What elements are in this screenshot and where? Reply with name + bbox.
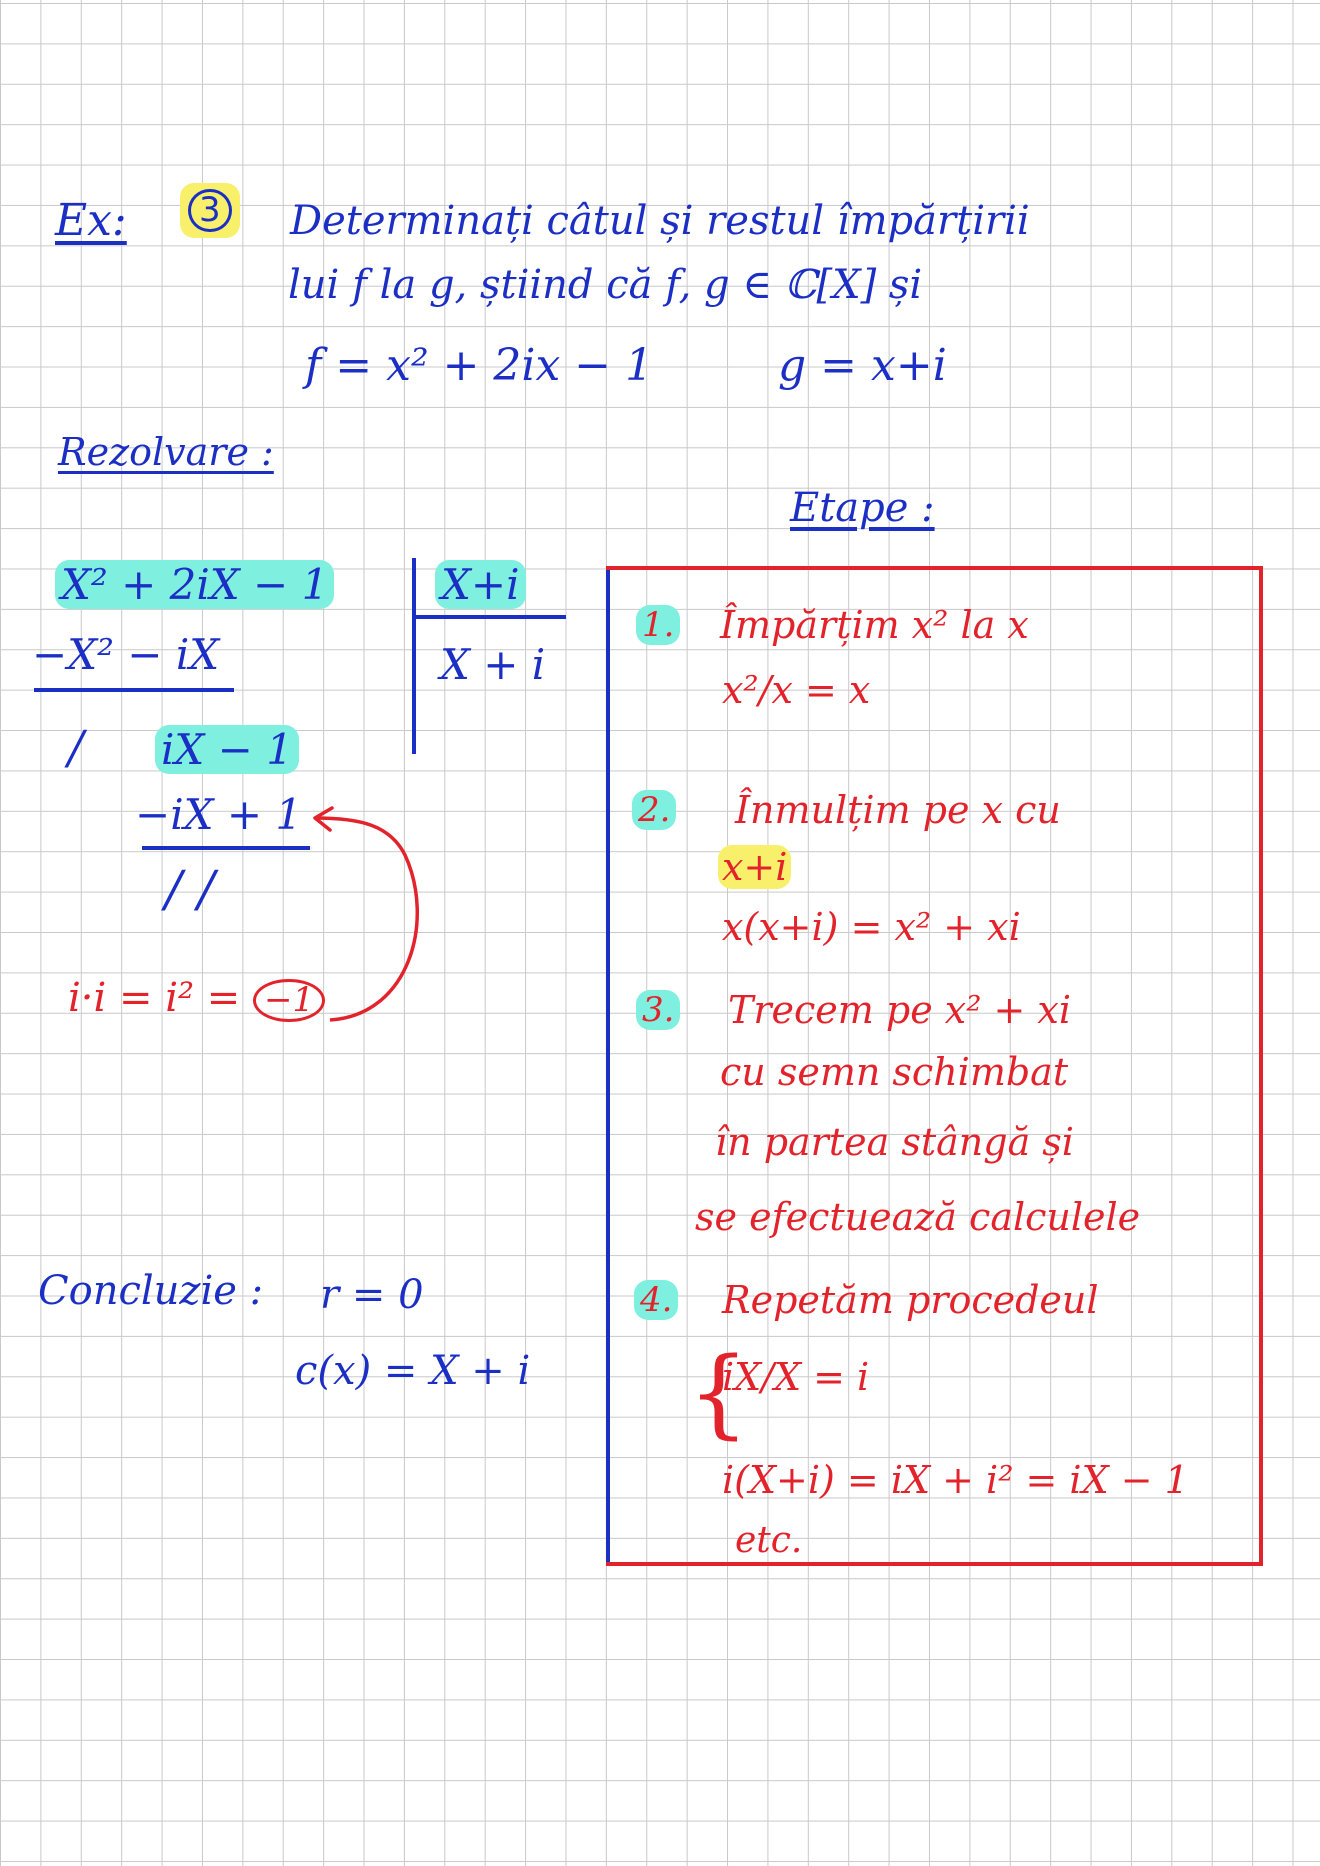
remainder-1 — [155, 725, 299, 774]
quotient: X + i — [440, 640, 546, 689]
conclusion-remainder: r = 0 — [320, 1272, 424, 1318]
step-1-text: Împărțim x² la x — [720, 603, 1029, 647]
subtraction-1-line — [34, 688, 234, 692]
dividend — [55, 560, 334, 609]
final-remainder-slashes: / / — [165, 860, 215, 918]
f-definition: f = x² + 2ix − 1 — [305, 340, 654, 391]
step-2-extra-text: x+i — [718, 845, 791, 889]
step-4-calc-1: iX/X = i — [722, 1355, 870, 1399]
exercise-number-badge — [180, 183, 240, 238]
subtraction-2-line — [142, 846, 310, 850]
conclusion-label: Concluzie : — [38, 1268, 264, 1314]
statement-line-1: Determinați câtul și restul împărțirii — [290, 198, 1030, 244]
step-1-number — [636, 605, 680, 645]
subtraction-1: −X² − iX — [32, 630, 220, 679]
identity-text: i·i = i² = — [68, 975, 254, 1021]
remainder-1-text: iX − 1 — [155, 725, 299, 774]
step-2-number — [632, 790, 676, 830]
divisor-text: X+i — [435, 560, 526, 609]
exercise-number: 3 — [188, 189, 232, 232]
i-squared-identity — [68, 975, 325, 1022]
step-2-number-text: 2. — [632, 790, 676, 830]
solution-heading: Rezolvare : — [58, 430, 274, 474]
step-3-text: Trecem pe x² + xi — [728, 988, 1072, 1032]
conclusion-quotient: c(x) = X + i — [295, 1348, 531, 1394]
identity-result: −1 — [253, 979, 325, 1022]
step-3-number-text: 3. — [636, 990, 680, 1030]
step-3-line-3: se efectuează calculele — [695, 1195, 1141, 1239]
substitution-arrow — [300, 800, 440, 1030]
division-horizontal-line — [414, 615, 566, 619]
step-4-brace: { — [688, 1337, 750, 1449]
step-2-text: Înmulțim pe x cu — [735, 788, 1061, 832]
step-4-calc-2: i(X+i) = iX + i² = iX − 1 — [722, 1458, 1189, 1502]
subtraction-2: −iX + 1 — [135, 790, 303, 839]
step-3-line-1: cu semn schimbat — [720, 1050, 1069, 1094]
steps-heading: Etape : — [790, 485, 935, 531]
first-remainder-slash: / — [68, 720, 84, 774]
example-label: Ex: — [55, 195, 127, 246]
step-2-calc: x(x+i) = x² + xi — [722, 905, 1021, 949]
step-2-extra — [718, 845, 791, 889]
statement-line-2: lui f la g, știind că f, g ∈ ℂ[X] și — [288, 262, 923, 308]
division-vertical-line — [412, 558, 416, 754]
step-4-number — [634, 1280, 678, 1320]
step-3-line-2: în partea stângă și — [715, 1120, 1074, 1164]
step-4-number-text: 4. — [634, 1280, 678, 1320]
step-4-text: Repetăm procedeul — [722, 1278, 1099, 1322]
step-4-etc: etc. — [735, 1520, 803, 1561]
step-1-calc: x²/x = x — [722, 668, 871, 712]
g-definition: g = x+i — [778, 340, 947, 391]
step-3-number — [636, 990, 680, 1030]
divisor — [435, 560, 526, 609]
dividend-text: X² + 2iX − 1 — [55, 560, 334, 609]
step-1-number-text: 1. — [636, 605, 680, 645]
